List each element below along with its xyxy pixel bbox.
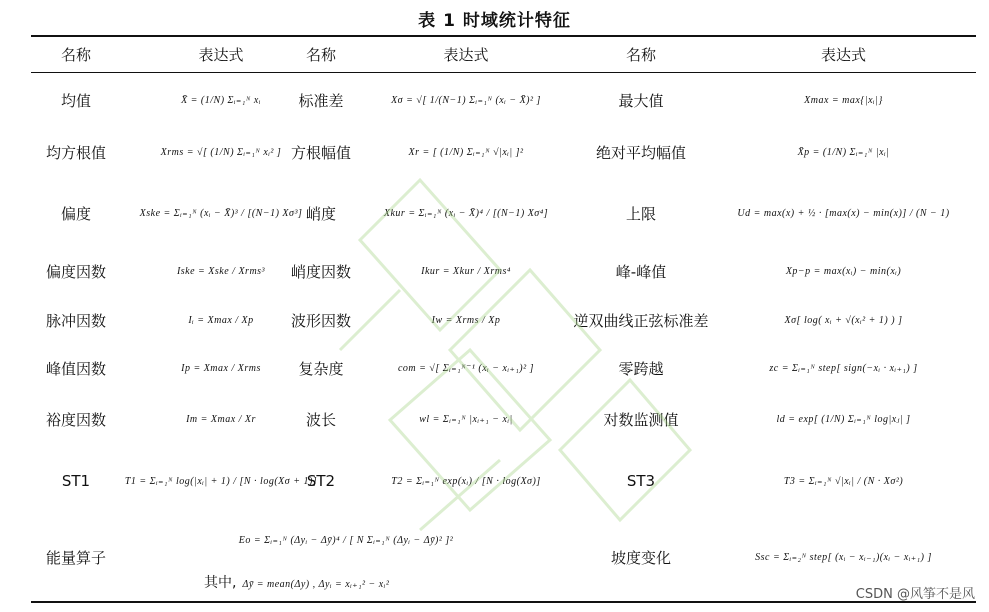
feature-formula: Eo = Σᵢ₌₁ᴺ (Δyᵢ − Δȳ)⁴ / [ N Σᵢ₌₁ᴺ (Δyᵢ − Δȳ)² ]² xyxy=(238,534,454,546)
feature-formula: X̄ = (1/N) Σᵢ₌₁ᴺ xᵢ xyxy=(181,94,261,106)
feature-name: 坡度变化 xyxy=(610,548,671,567)
feature-name: 偏度 xyxy=(60,204,91,223)
feature-name: 峰值因数 xyxy=(45,359,106,378)
feature-formula: Xske = Σᵢ₌₁ᴺ (xᵢ − X̄)³ / [(N−1) Xσ³] xyxy=(139,207,303,219)
feature-formula: wl = Σᵢ₌₁ᴺ |xᵢ₊₁ − xᵢ| xyxy=(419,413,513,425)
feature-formula: Im = Xmax / Xr xyxy=(186,413,256,425)
feature-name: 能量算子 xyxy=(45,548,106,567)
column-header: 表达式 xyxy=(820,46,866,64)
feature-name: 脉冲因数 xyxy=(45,311,106,330)
csdn-watermark: CSDN @风筝不是风 xyxy=(855,587,975,602)
feature-formula: Xmax = max{|xᵢ|} xyxy=(804,94,883,106)
feature-name: 上限 xyxy=(625,204,656,223)
feature-name: 绝对平均幅值 xyxy=(595,143,686,162)
feature-formula: X̄p = (1/N) Σᵢ₌₁ᴺ |xᵢ| xyxy=(797,146,890,158)
feature-name: 峭度因数 xyxy=(290,262,351,281)
feature-name: 方根幅值 xyxy=(290,143,351,162)
feature-formula: Ikur = Xkur / Xrms⁴ xyxy=(421,265,511,277)
column-header: 名称 xyxy=(625,46,656,64)
energy-operator-note xyxy=(204,572,389,592)
feature-formula: Ssc = Σᵢ₌₂ᴺ step[ (xᵢ − xᵢ₋₁)(xᵢ − xᵢ₊₁) ] xyxy=(755,551,932,563)
feature-name: 裕度因数 xyxy=(45,410,106,429)
feature-formula: Xp−p = max(xᵢ) − min(xᵢ) xyxy=(785,265,902,277)
table-title: 表 1 时域统计特征 xyxy=(418,11,571,31)
feature-name: 对数监测值 xyxy=(603,410,679,429)
feature-name: 零跨越 xyxy=(618,359,664,378)
feature-formula: T3 = Σᵢ₌₁ᴺ √|xᵢ| / (N · Xσ²) xyxy=(783,475,904,487)
feature-formula: Xσ[ log( xᵢ + √(xᵢ² + 1) ) ] xyxy=(784,314,903,326)
column-header: 名称 xyxy=(305,46,336,64)
feature-formula: ld = exp[ (1/N) Σᵢ₌₁ᴺ log|xⱼ| ] xyxy=(776,413,911,425)
note-label: 其中, xyxy=(204,575,237,591)
feature-formula: Ud = max(x) + ½ · [max(x) − min(x)] / (N − 1) xyxy=(737,207,950,219)
feature-formula: Ip = Xmax / Xrms xyxy=(181,362,261,374)
feature-formula: T1 = Σᵢ₌₁ᴺ log(|xᵢ| + 1) / [N · log(Xσ + 1)] xyxy=(124,475,318,487)
bottom-rule xyxy=(31,601,976,603)
column-header: 表达式 xyxy=(443,46,489,64)
column-header: 名称 xyxy=(60,46,91,64)
note-formula: Δȳ = mean(Δy) , Δyᵢ = xᵢ₊₁² − xᵢ² xyxy=(242,579,390,590)
feature-name: 均值 xyxy=(60,91,91,110)
feature-formula: Iske = Xske / Xrms³ xyxy=(176,265,266,277)
feature-name: 波形因数 xyxy=(290,311,351,330)
feature-formula: Xσ = √[ 1/(N−1) Σᵢ₌₁ᴺ (xᵢ − X̄)² ] xyxy=(391,94,541,106)
column-header: 表达式 xyxy=(198,46,244,64)
header-rule xyxy=(31,72,976,73)
feature-name: ST3 xyxy=(626,472,656,490)
feature-formula: Iw = Xrms / Xp xyxy=(431,314,501,326)
feature-formula: Xrms = √[ (1/N) Σᵢ₌₁ᴺ xᵢ² ] xyxy=(160,146,282,158)
feature-formula: zc = Σᵢ₌₁ᴺ step[ sign(−xᵢ · xᵢ₊₁) ] xyxy=(769,362,918,374)
feature-name: 标准差 xyxy=(298,91,344,110)
feature-name: 最大值 xyxy=(618,91,664,110)
feature-name: 峰-峰值 xyxy=(615,262,667,281)
feature-formula: T2 = Σᵢ₌₁ᴺ exp(xᵢ) / [N · log(Xσ)] xyxy=(391,475,541,487)
feature-name: 波长 xyxy=(305,410,336,429)
feature-formula: Iᵢ = Xmax / Xp xyxy=(188,314,254,326)
feature-name: 偏度因数 xyxy=(45,262,106,281)
feature-name: 复杂度 xyxy=(298,359,344,378)
feature-formula: Xkur = Σᵢ₌₁ᴺ (xᵢ − X̄)⁴ / [(N−1) Xσ⁴] xyxy=(383,207,549,219)
feature-name: ST1 xyxy=(61,472,91,490)
feature-name: 逆双曲线正弦标准差 xyxy=(573,311,709,330)
feature-name: 均方根值 xyxy=(45,143,106,162)
feature-name: ST2 xyxy=(306,472,336,490)
feature-formula: com = √[ Σᵢ₌₁ᴺ⁻¹ (xᵢ − xᵢ₊₁)² ] xyxy=(397,362,535,374)
feature-name: 峭度 xyxy=(305,204,336,223)
feature-formula: Xr = [ (1/N) Σᵢ₌₁ᴺ √|xᵢ| ]² xyxy=(408,146,524,158)
